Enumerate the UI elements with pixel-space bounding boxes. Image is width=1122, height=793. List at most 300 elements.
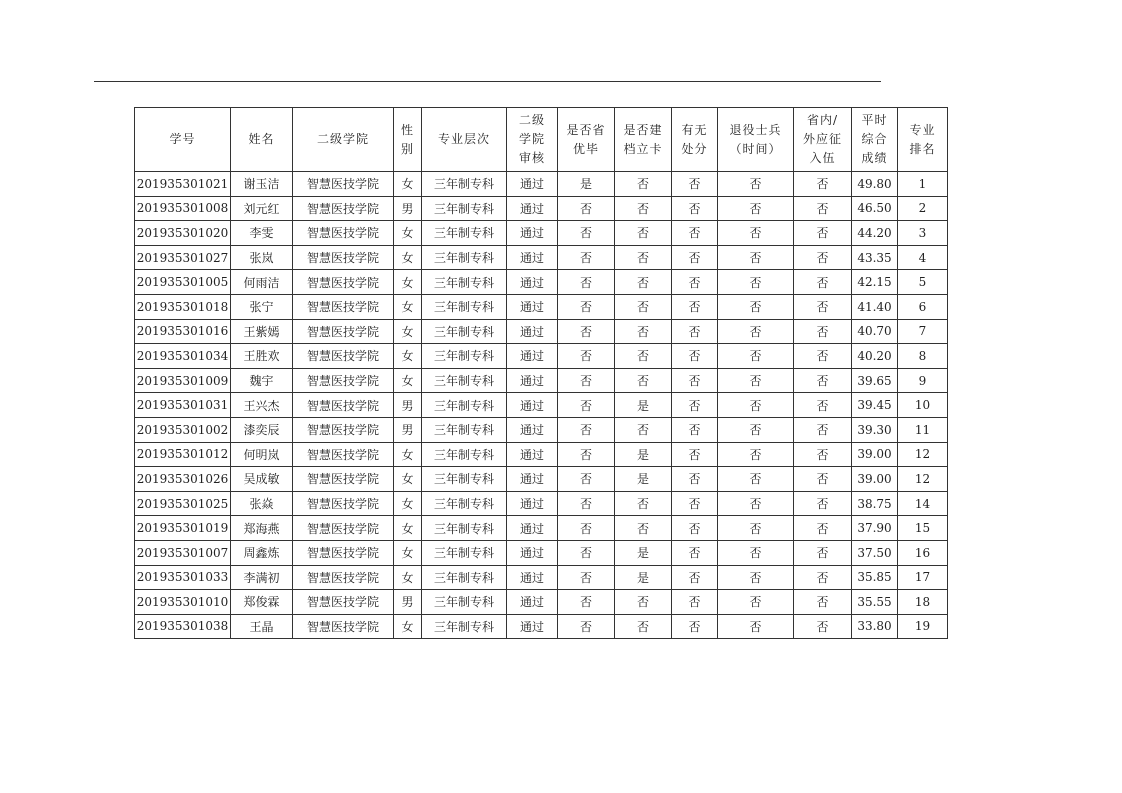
cell-college: 智慧医技学院 bbox=[293, 516, 394, 541]
header-col-college bbox=[293, 108, 394, 172]
cell-college: 智慧医技学院 bbox=[293, 319, 394, 344]
table-row bbox=[135, 172, 948, 197]
cell-poverty-registered: 否 bbox=[615, 172, 672, 197]
cell-rank: 9 bbox=[898, 368, 948, 393]
cell-poverty-registered: 否 bbox=[615, 245, 672, 270]
cell-name: 张宁 bbox=[231, 294, 293, 319]
cell-disciplinary: 否 bbox=[672, 294, 718, 319]
cell-disciplinary: 否 bbox=[672, 245, 718, 270]
cell-gender: 女 bbox=[394, 540, 422, 565]
cell-poverty-registered: 否 bbox=[615, 221, 672, 246]
cell-student-id: 201935301020 bbox=[135, 221, 231, 246]
cell-veteran: 否 bbox=[718, 294, 794, 319]
cell-poverty-registered: 否 bbox=[615, 417, 672, 442]
cell-veteran: 否 bbox=[718, 590, 794, 615]
header-label: 学院 bbox=[518, 132, 545, 146]
cell-score: 40.20 bbox=[852, 344, 898, 369]
cell-rank: 3 bbox=[898, 221, 948, 246]
cell-provincial-excellent: 否 bbox=[558, 540, 615, 565]
cell-gender: 男 bbox=[394, 417, 422, 442]
cell-rank: 18 bbox=[898, 590, 948, 615]
header-col-score bbox=[852, 108, 898, 172]
cell-college: 智慧医技学院 bbox=[293, 368, 394, 393]
cell-rank: 17 bbox=[898, 565, 948, 590]
cell-student-id: 201935301009 bbox=[135, 368, 231, 393]
table-row bbox=[135, 344, 948, 369]
cell-student-id: 201935301025 bbox=[135, 491, 231, 516]
cell-college-review: 通过 bbox=[507, 172, 558, 197]
cell-disciplinary: 否 bbox=[672, 467, 718, 492]
cell-gender: 男 bbox=[394, 393, 422, 418]
cell-student-id: 201935301007 bbox=[135, 540, 231, 565]
cell-rank: 8 bbox=[898, 344, 948, 369]
cell-score: 40.70 bbox=[852, 319, 898, 344]
header-label: 专业层次 bbox=[437, 132, 490, 146]
cell-college-review: 通过 bbox=[507, 221, 558, 246]
cell-disciplinary: 否 bbox=[672, 442, 718, 467]
cell-poverty-registered: 是 bbox=[615, 565, 672, 590]
cell-rank: 11 bbox=[898, 417, 948, 442]
cell-score: 39.45 bbox=[852, 393, 898, 418]
cell-college-review: 通过 bbox=[507, 319, 558, 344]
cell-score: 38.75 bbox=[852, 491, 898, 516]
cell-provincial-excellent: 否 bbox=[558, 417, 615, 442]
header-label: 专业 bbox=[909, 122, 936, 137]
header-label: 处分 bbox=[681, 141, 708, 156]
cell-college-review: 通过 bbox=[507, 196, 558, 221]
cell-college: 智慧医技学院 bbox=[293, 467, 394, 492]
cell-college-review: 通过 bbox=[507, 393, 558, 418]
cell-veteran: 否 bbox=[718, 516, 794, 541]
cell-enlistment: 否 bbox=[794, 294, 852, 319]
cell-level: 三年制专科 bbox=[422, 294, 507, 319]
cell-college: 智慧医技学院 bbox=[293, 614, 394, 639]
cell-provincial-excellent: 否 bbox=[558, 245, 615, 270]
cell-level: 三年制专科 bbox=[422, 393, 507, 418]
cell-student-id: 201935301010 bbox=[135, 590, 231, 615]
cell-college: 智慧医技学院 bbox=[293, 270, 394, 295]
header-col-level bbox=[422, 108, 507, 172]
cell-student-id: 201935301008 bbox=[135, 196, 231, 221]
header-col-veteran bbox=[718, 108, 794, 172]
cell-enlistment: 否 bbox=[794, 344, 852, 369]
cell-gender: 女 bbox=[394, 172, 422, 197]
cell-veteran: 否 bbox=[718, 417, 794, 442]
cell-provincial-excellent: 否 bbox=[558, 590, 615, 615]
cell-score: 44.20 bbox=[852, 221, 898, 246]
cell-veteran: 否 bbox=[718, 467, 794, 492]
header-label: 是否省 bbox=[566, 122, 606, 137]
cell-disciplinary: 否 bbox=[672, 565, 718, 590]
cell-disciplinary: 否 bbox=[672, 368, 718, 393]
cell-gender: 女 bbox=[394, 344, 422, 369]
cell-gender: 男 bbox=[394, 196, 422, 221]
cell-enlistment: 否 bbox=[794, 393, 852, 418]
cell-student-id: 201935301012 bbox=[135, 442, 231, 467]
cell-student-id: 201935301019 bbox=[135, 516, 231, 541]
cell-disciplinary: 否 bbox=[672, 221, 718, 246]
header-label: （时间） bbox=[729, 141, 782, 156]
cell-poverty-registered: 否 bbox=[615, 491, 672, 516]
cell-veteran: 否 bbox=[718, 614, 794, 639]
cell-disciplinary: 否 bbox=[672, 614, 718, 639]
cell-veteran: 否 bbox=[718, 540, 794, 565]
header-col-provincial-excellent bbox=[558, 108, 615, 172]
cell-score: 35.85 bbox=[852, 565, 898, 590]
cell-level: 三年制专科 bbox=[422, 344, 507, 369]
cell-disciplinary: 否 bbox=[672, 393, 718, 418]
cell-provincial-excellent: 否 bbox=[558, 442, 615, 467]
cell-student-id: 201935301026 bbox=[135, 467, 231, 492]
header-col-college-review bbox=[507, 108, 558, 172]
cell-college-review: 通过 bbox=[507, 614, 558, 639]
cell-college: 智慧医技学院 bbox=[293, 540, 394, 565]
cell-score: 49.80 bbox=[852, 172, 898, 197]
table-row bbox=[135, 442, 948, 467]
cell-college: 智慧医技学院 bbox=[293, 196, 394, 221]
header-label: 别 bbox=[400, 141, 414, 156]
cell-college: 智慧医技学院 bbox=[293, 221, 394, 246]
cell-enlistment: 否 bbox=[794, 245, 852, 270]
header-col-enlistment bbox=[794, 108, 852, 172]
cell-gender: 女 bbox=[394, 614, 422, 639]
cell-score: 35.55 bbox=[852, 590, 898, 615]
header-label: 外应征 bbox=[802, 132, 842, 146]
table-header bbox=[135, 108, 948, 172]
cell-veteran: 否 bbox=[718, 393, 794, 418]
cell-level: 三年制专科 bbox=[422, 565, 507, 590]
cell-provincial-excellent: 否 bbox=[558, 270, 615, 295]
cell-score: 42.15 bbox=[852, 270, 898, 295]
cell-name: 王紫嫣 bbox=[231, 319, 293, 344]
table-row bbox=[135, 540, 948, 565]
header-col-name bbox=[231, 108, 293, 172]
header-label: 退役士兵 bbox=[729, 122, 782, 137]
cell-provincial-excellent: 否 bbox=[558, 565, 615, 590]
cell-provincial-excellent: 否 bbox=[558, 294, 615, 319]
cell-name: 郑俊霖 bbox=[231, 590, 293, 615]
cell-poverty-registered: 否 bbox=[615, 270, 672, 295]
table-row bbox=[135, 270, 948, 295]
cell-college-review: 通过 bbox=[507, 270, 558, 295]
cell-name: 张岚 bbox=[231, 245, 293, 270]
cell-rank: 7 bbox=[898, 319, 948, 344]
cell-poverty-registered: 是 bbox=[615, 540, 672, 565]
cell-score: 39.00 bbox=[852, 442, 898, 467]
cell-college-review: 通过 bbox=[507, 590, 558, 615]
cell-provincial-excellent: 否 bbox=[558, 467, 615, 492]
header-label: 有无 bbox=[681, 122, 708, 137]
cell-provincial-excellent: 否 bbox=[558, 516, 615, 541]
table-row bbox=[135, 467, 948, 492]
header-label: 姓名 bbox=[248, 132, 275, 146]
cell-level: 三年制专科 bbox=[422, 270, 507, 295]
cell-provincial-excellent: 否 bbox=[558, 614, 615, 639]
cell-rank: 10 bbox=[898, 393, 948, 418]
cell-level: 三年制专科 bbox=[422, 221, 507, 246]
cell-level: 三年制专科 bbox=[422, 368, 507, 393]
table-row bbox=[135, 417, 948, 442]
cell-gender: 男 bbox=[394, 590, 422, 615]
cell-veteran: 否 bbox=[718, 245, 794, 270]
cell-disciplinary: 否 bbox=[672, 516, 718, 541]
header-label: 排名 bbox=[909, 141, 936, 156]
cell-college: 智慧医技学院 bbox=[293, 344, 394, 369]
cell-provincial-excellent: 否 bbox=[558, 491, 615, 516]
cell-name: 张焱 bbox=[231, 491, 293, 516]
cell-name: 何明岚 bbox=[231, 442, 293, 467]
table-row bbox=[135, 491, 948, 516]
header-label: 省内/ bbox=[806, 113, 839, 127]
cell-college-review: 通过 bbox=[507, 344, 558, 369]
header-col-gender bbox=[394, 108, 422, 172]
cell-college-review: 通过 bbox=[507, 368, 558, 393]
cell-college: 智慧医技学院 bbox=[293, 172, 394, 197]
cell-enlistment: 否 bbox=[794, 221, 852, 246]
cell-provincial-excellent: 否 bbox=[558, 344, 615, 369]
cell-score: 41.40 bbox=[852, 294, 898, 319]
table-row bbox=[135, 221, 948, 246]
cell-name: 王晶 bbox=[231, 614, 293, 639]
cell-veteran: 否 bbox=[718, 344, 794, 369]
cell-name: 刘元红 bbox=[231, 196, 293, 221]
cell-enlistment: 否 bbox=[794, 196, 852, 221]
cell-gender: 女 bbox=[394, 467, 422, 492]
cell-score: 43.35 bbox=[852, 245, 898, 270]
cell-level: 三年制专科 bbox=[422, 417, 507, 442]
cell-gender: 女 bbox=[394, 294, 422, 319]
cell-gender: 女 bbox=[394, 319, 422, 344]
cell-name: 李满初 bbox=[231, 565, 293, 590]
cell-rank: 1 bbox=[898, 172, 948, 197]
cell-gender: 女 bbox=[394, 221, 422, 246]
cell-name: 王胜欢 bbox=[231, 344, 293, 369]
header-row bbox=[135, 108, 948, 172]
cell-name: 周鑫炼 bbox=[231, 540, 293, 565]
table-row bbox=[135, 393, 948, 418]
table-row bbox=[135, 368, 948, 393]
cell-enlistment: 否 bbox=[794, 270, 852, 295]
header-label: 成绩 bbox=[861, 151, 888, 165]
cell-level: 三年制专科 bbox=[422, 491, 507, 516]
header-rule bbox=[94, 81, 881, 82]
cell-name: 谢玉洁 bbox=[231, 172, 293, 197]
cell-poverty-registered: 是 bbox=[615, 393, 672, 418]
table-row bbox=[135, 245, 948, 270]
cell-student-id: 201935301033 bbox=[135, 565, 231, 590]
cell-level: 三年制专科 bbox=[422, 245, 507, 270]
cell-level: 三年制专科 bbox=[422, 442, 507, 467]
cell-score: 37.50 bbox=[852, 540, 898, 565]
cell-veteran: 否 bbox=[718, 491, 794, 516]
header-col-poverty-registered bbox=[615, 108, 672, 172]
cell-rank: 19 bbox=[898, 614, 948, 639]
cell-college: 智慧医技学院 bbox=[293, 491, 394, 516]
cell-rank: 12 bbox=[898, 467, 948, 492]
cell-gender: 女 bbox=[394, 516, 422, 541]
cell-student-id: 201935301005 bbox=[135, 270, 231, 295]
cell-enlistment: 否 bbox=[794, 614, 852, 639]
cell-poverty-registered: 否 bbox=[615, 344, 672, 369]
cell-level: 三年制专科 bbox=[422, 319, 507, 344]
cell-college-review: 通过 bbox=[507, 516, 558, 541]
cell-name: 漆奕辰 bbox=[231, 417, 293, 442]
table-row bbox=[135, 196, 948, 221]
cell-student-id: 201935301031 bbox=[135, 393, 231, 418]
header-label: 性 bbox=[400, 122, 414, 137]
table-row bbox=[135, 590, 948, 615]
header-label: 综合 bbox=[861, 132, 888, 146]
cell-college-review: 通过 bbox=[507, 565, 558, 590]
cell-poverty-registered: 否 bbox=[615, 516, 672, 541]
cell-poverty-registered: 否 bbox=[615, 319, 672, 344]
cell-college-review: 通过 bbox=[507, 245, 558, 270]
header-label: 审核 bbox=[518, 151, 545, 165]
cell-poverty-registered: 否 bbox=[615, 368, 672, 393]
cell-rank: 14 bbox=[898, 491, 948, 516]
cell-disciplinary: 否 bbox=[672, 590, 718, 615]
header-col-rank bbox=[898, 108, 948, 172]
header-label: 学号 bbox=[169, 132, 196, 146]
cell-name: 李雯 bbox=[231, 221, 293, 246]
ranking-table bbox=[134, 107, 948, 639]
cell-student-id: 201935301021 bbox=[135, 172, 231, 197]
cell-score: 39.65 bbox=[852, 368, 898, 393]
cell-score: 37.90 bbox=[852, 516, 898, 541]
cell-level: 三年制专科 bbox=[422, 196, 507, 221]
cell-veteran: 否 bbox=[718, 565, 794, 590]
cell-provincial-excellent: 否 bbox=[558, 319, 615, 344]
cell-provincial-excellent: 否 bbox=[558, 393, 615, 418]
cell-college: 智慧医技学院 bbox=[293, 442, 394, 467]
cell-student-id: 201935301016 bbox=[135, 319, 231, 344]
cell-gender: 女 bbox=[394, 442, 422, 467]
cell-enlistment: 否 bbox=[794, 319, 852, 344]
header-label: 入伍 bbox=[809, 151, 836, 165]
cell-enlistment: 否 bbox=[794, 417, 852, 442]
cell-college-review: 通过 bbox=[507, 540, 558, 565]
cell-veteran: 否 bbox=[718, 221, 794, 246]
cell-name: 王兴杰 bbox=[231, 393, 293, 418]
cell-disciplinary: 否 bbox=[672, 417, 718, 442]
cell-name: 魏宇 bbox=[231, 368, 293, 393]
cell-enlistment: 否 bbox=[794, 590, 852, 615]
cell-poverty-registered: 是 bbox=[615, 467, 672, 492]
table-row bbox=[135, 565, 948, 590]
table-row bbox=[135, 319, 948, 344]
header-label: 二级学院 bbox=[316, 132, 369, 146]
cell-level: 三年制专科 bbox=[422, 614, 507, 639]
cell-level: 三年制专科 bbox=[422, 467, 507, 492]
cell-name: 吴成敏 bbox=[231, 467, 293, 492]
cell-disciplinary: 否 bbox=[672, 491, 718, 516]
cell-student-id: 201935301002 bbox=[135, 417, 231, 442]
header-label: 是否建 bbox=[623, 122, 663, 137]
cell-level: 三年制专科 bbox=[422, 590, 507, 615]
cell-student-id: 201935301018 bbox=[135, 294, 231, 319]
cell-college: 智慧医技学院 bbox=[293, 590, 394, 615]
cell-college-review: 通过 bbox=[507, 417, 558, 442]
cell-disciplinary: 否 bbox=[672, 344, 718, 369]
cell-rank: 12 bbox=[898, 442, 948, 467]
cell-poverty-registered: 是 bbox=[615, 442, 672, 467]
cell-score: 39.00 bbox=[852, 467, 898, 492]
cell-poverty-registered: 否 bbox=[615, 196, 672, 221]
cell-disciplinary: 否 bbox=[672, 270, 718, 295]
cell-provincial-excellent: 否 bbox=[558, 196, 615, 221]
cell-rank: 4 bbox=[898, 245, 948, 270]
cell-veteran: 否 bbox=[718, 196, 794, 221]
cell-score: 39.30 bbox=[852, 417, 898, 442]
cell-provincial-excellent: 否 bbox=[558, 368, 615, 393]
cell-student-id: 201935301027 bbox=[135, 245, 231, 270]
cell-name: 郑海燕 bbox=[231, 516, 293, 541]
cell-name: 何雨洁 bbox=[231, 270, 293, 295]
header-col-disciplinary bbox=[672, 108, 718, 172]
header-label: 档立卡 bbox=[623, 141, 663, 156]
cell-gender: 女 bbox=[394, 565, 422, 590]
cell-level: 三年制专科 bbox=[422, 540, 507, 565]
cell-veteran: 否 bbox=[718, 270, 794, 295]
cell-enlistment: 否 bbox=[794, 540, 852, 565]
cell-rank: 6 bbox=[898, 294, 948, 319]
cell-gender: 女 bbox=[394, 270, 422, 295]
cell-disciplinary: 否 bbox=[672, 172, 718, 197]
cell-poverty-registered: 否 bbox=[615, 294, 672, 319]
cell-disciplinary: 否 bbox=[672, 196, 718, 221]
cell-college-review: 通过 bbox=[507, 294, 558, 319]
cell-student-id: 201935301034 bbox=[135, 344, 231, 369]
cell-veteran: 否 bbox=[718, 442, 794, 467]
cell-enlistment: 否 bbox=[794, 442, 852, 467]
cell-poverty-registered: 否 bbox=[615, 614, 672, 639]
cell-college: 智慧医技学院 bbox=[293, 393, 394, 418]
cell-level: 三年制专科 bbox=[422, 516, 507, 541]
cell-gender: 女 bbox=[394, 491, 422, 516]
cell-enlistment: 否 bbox=[794, 516, 852, 541]
table-row bbox=[135, 516, 948, 541]
cell-student-id: 201935301038 bbox=[135, 614, 231, 639]
cell-gender: 女 bbox=[394, 245, 422, 270]
cell-enlistment: 否 bbox=[794, 491, 852, 516]
cell-gender: 女 bbox=[394, 368, 422, 393]
table-row bbox=[135, 294, 948, 319]
cell-enlistment: 否 bbox=[794, 368, 852, 393]
cell-rank: 2 bbox=[898, 196, 948, 221]
table-row bbox=[135, 614, 948, 639]
cell-college-review: 通过 bbox=[507, 467, 558, 492]
header-label: 优毕 bbox=[572, 141, 599, 156]
cell-disciplinary: 否 bbox=[672, 540, 718, 565]
header-label: 平时 bbox=[861, 113, 888, 127]
cell-rank: 15 bbox=[898, 516, 948, 541]
header-label: 二级 bbox=[518, 113, 545, 127]
table-body bbox=[135, 172, 948, 639]
cell-enlistment: 否 bbox=[794, 467, 852, 492]
cell-college-review: 通过 bbox=[507, 442, 558, 467]
cell-disciplinary: 否 bbox=[672, 319, 718, 344]
cell-score: 33.80 bbox=[852, 614, 898, 639]
cell-enlistment: 否 bbox=[794, 172, 852, 197]
cell-rank: 16 bbox=[898, 540, 948, 565]
header-col-student-id bbox=[135, 108, 231, 172]
cell-provincial-excellent: 否 bbox=[558, 221, 615, 246]
cell-level: 三年制专科 bbox=[422, 172, 507, 197]
cell-college: 智慧医技学院 bbox=[293, 417, 394, 442]
cell-provincial-excellent: 是 bbox=[558, 172, 615, 197]
cell-college: 智慧医技学院 bbox=[293, 565, 394, 590]
cell-score: 46.50 bbox=[852, 196, 898, 221]
